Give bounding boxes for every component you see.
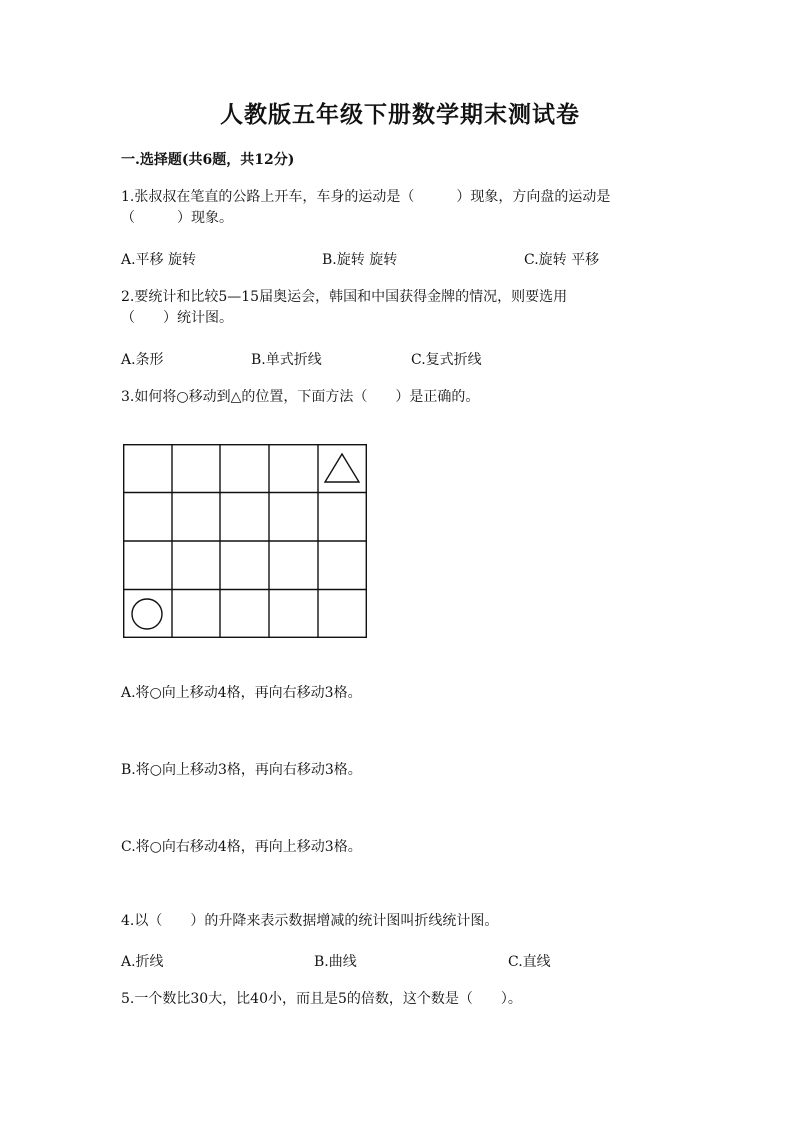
question-4-line-1: 4.以（ ）的升降来表示数据增减的统计图叫折线统计图。 bbox=[121, 913, 499, 929]
section-heading: 一.选择题(共6题，共12分) bbox=[121, 152, 295, 168]
page-title: 人教版五年级下册数学期末测试卷 bbox=[220, 101, 580, 128]
question-2-line-2: （ ）统计图。 bbox=[121, 310, 233, 326]
question-4-option-b[interactable]: B.曲线 bbox=[314, 954, 357, 970]
question-3-option-c[interactable]: C.将○向右移动4格，再向上移动3格。 bbox=[121, 839, 362, 855]
question-5-line-1: 5.一个数比30大，比40小，而且是5的倍数，这个数是（ ）。 bbox=[121, 991, 522, 1007]
question-2-option-a[interactable]: A.条形 bbox=[121, 352, 164, 368]
question-2-option-c[interactable]: C.复式折线 bbox=[411, 352, 482, 368]
question-3-grid-diagram bbox=[123, 444, 367, 638]
question-1-option-b[interactable]: B.旋转 旋转 bbox=[322, 252, 398, 268]
question-2-line-1: 2.要统计和比较5—15届奥运会，韩国和中国获得金牌的情况，则要选用 bbox=[121, 289, 568, 305]
question-3-option-b[interactable]: B.将○向上移动3格，再向右移动3格。 bbox=[121, 762, 362, 778]
question-3-line-1: 3.如何将○移动到△的位置，下面方法（ ）是正确的。 bbox=[121, 389, 480, 405]
question-2-option-b[interactable]: B.单式折线 bbox=[251, 352, 322, 368]
question-1-line-2: （ ）现象。 bbox=[121, 210, 233, 226]
question-4-option-c[interactable]: C.直线 bbox=[508, 954, 551, 970]
question-1-line-1: 1.张叔叔在笔直的公路上开车，车身的运动是（ ）现象，方向盘的运动是 bbox=[121, 189, 611, 205]
question-3-option-a[interactable]: A.将○向上移动4格，再向右移动3格。 bbox=[121, 685, 362, 701]
question-4-option-a[interactable]: A.折线 bbox=[121, 954, 164, 970]
circle-icon bbox=[132, 599, 162, 629]
question-1-option-c[interactable]: C.旋转 平移 bbox=[524, 252, 600, 268]
question-1-option-a[interactable]: A.平移 旋转 bbox=[121, 252, 197, 268]
triangle-icon bbox=[325, 454, 359, 482]
